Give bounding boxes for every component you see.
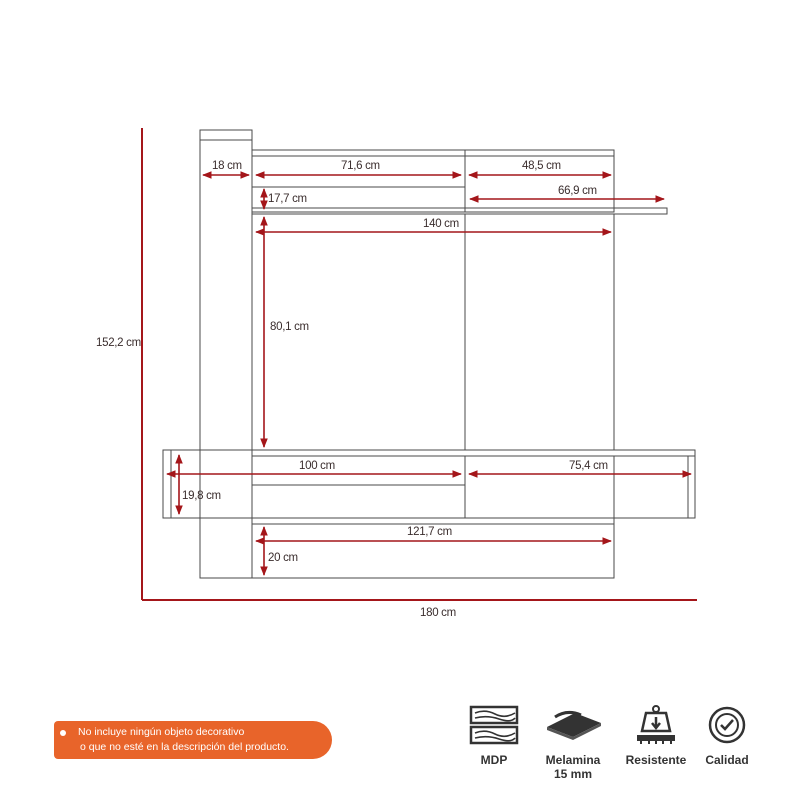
feature-label-mdp: MDP [480,753,508,767]
top-shelf-height-label: 17,7 cm [268,193,307,205]
feature-label-melamina: Melamina 15 mm [545,753,601,781]
top-ledge [252,208,667,214]
top-right-width-label: 48,5 cm [522,160,561,172]
mid-right-width-label: 75,4 cm [569,460,608,472]
base-height-label: 20 cm [268,552,298,564]
vertical-column [200,130,252,578]
feature-calidad [692,705,762,767]
mid-shelf-height-label: 19,8 cm [182,490,221,502]
disclaimer-line-1: No incluye ningún objeto decorativo [78,726,245,738]
bullet-icon [60,730,66,736]
feature-label-calidad: Calidad [705,753,749,767]
total-width-label: 180 cm [420,607,456,619]
mdp-board-icon [469,705,519,745]
total-height-label: 152,2 cm [96,337,141,349]
furniture-outline [163,130,695,578]
panel-width-label: 140 cm [423,218,459,230]
disclaimer-banner [54,721,332,759]
middle-shelf [163,450,695,518]
disclaimer-line-2: o que no esté en la descripción del producto. [80,741,289,753]
feature-mdp [459,705,529,767]
panel-height-label: 80,1 cm [270,321,309,333]
quality-badge-icon [705,705,749,745]
feature-melamina [538,705,608,781]
column-width-label: 18 cm [212,160,242,172]
dimension-labels [96,160,608,619]
feature-label-resistente: Resistente [625,753,687,767]
feature-resistente [621,705,691,767]
melamine-sheet-icon [543,705,603,745]
measurement-arrows [167,175,691,575]
base-width-label: 121,7 cm [407,526,452,538]
top-left-width-label: 71,6 cm [341,160,380,172]
weight-resistance-icon [633,705,679,745]
mid-left-width-label: 100 cm [299,460,335,472]
top-ledge-width-label: 66,9 cm [558,185,597,197]
